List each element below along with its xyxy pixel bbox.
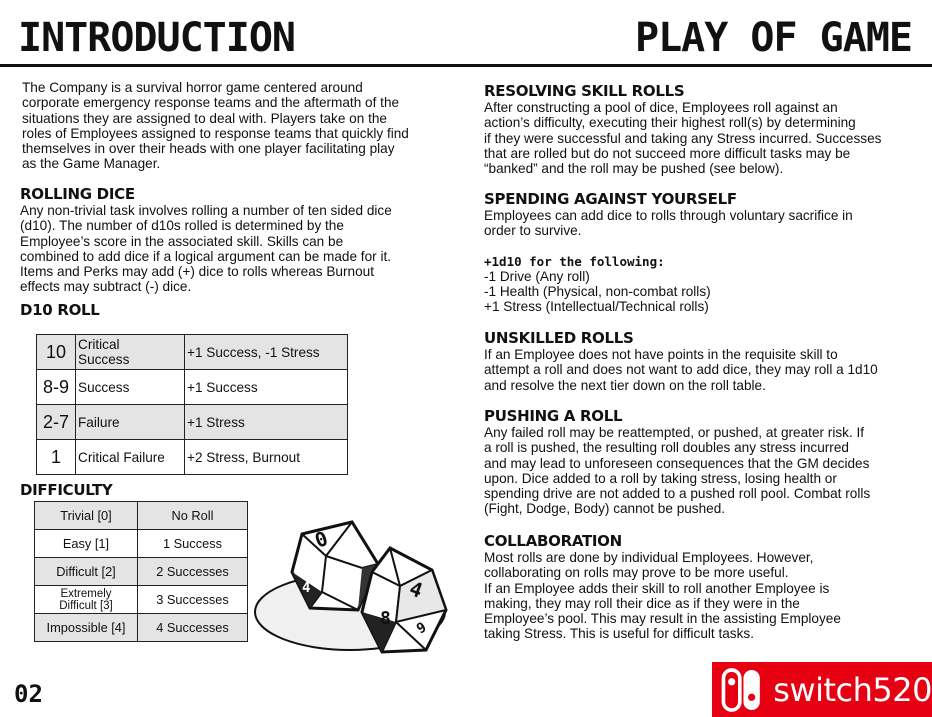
d10-roll-table — [36, 334, 348, 475]
roll-result: Critical Success — [76, 335, 185, 370]
resolving-paragraph: After constructing a pool of dice, Employees roll against an action’s difficulty, executing their highest roll(s) by determining if they were successful and taking any Stress incurred. Successes that are rolled but do not succeed more difficult tasks may be “banked” and the roll may be pushed (see below). — [484, 100, 882, 177]
difficulty-requirement: No Roll — [138, 502, 248, 530]
rolling-dice-paragraph: Any non-trivial task involves rolling a number of ten sided dice (d10). The number of d10s rolled is determined by the Employee’s score in the associated skill. Skills can be combined to add dice if a logical argument can be made for it. Items and Perks may add (+) dice to rolls whereas Burnout effects may subtract (-) dice. — [20, 203, 392, 295]
d10-roll-heading: D10 ROLL — [20, 301, 100, 319]
resolving-heading: RESOLVING SKILL ROLLS — [484, 82, 685, 100]
roll-effect: +1 Stress — [185, 405, 348, 440]
watermark-text: switch520 — [773, 670, 932, 709]
table-row — [37, 405, 348, 440]
die-face-label: 0 — [311, 526, 332, 553]
dice-illustration — [250, 512, 462, 662]
roll-value: 1 — [37, 440, 76, 475]
collaboration-heading: COLLABORATION — [484, 532, 622, 550]
spending-item: -1 Health (Physical, non-combat rolls) — [484, 284, 711, 299]
difficulty-level: Easy [1] — [35, 530, 138, 558]
roll-effect: +2 Stress, Burnout — [185, 440, 348, 475]
difficulty-requirement: 3 Successes — [138, 586, 248, 614]
roll-value: 8-9 — [37, 370, 76, 405]
die-face-label: 4 — [406, 576, 426, 603]
difficulty-level: Trivial [0] — [35, 502, 138, 530]
watermark-logo — [712, 662, 932, 717]
spending-heading: SPENDING AGAINST YOURSELF — [484, 190, 737, 208]
spending-item: +1 Stress (Intellectual/Technical rolls) — [484, 299, 709, 314]
difficulty-requirement: 4 Successes — [138, 614, 248, 642]
die-face-label: 9 — [414, 619, 430, 638]
die-face-label: 4 — [302, 580, 311, 596]
rolling-dice-heading: ROLLING DICE — [20, 185, 135, 203]
difficulty-level: Extremely Difficult [3] — [35, 586, 138, 614]
pushing-paragraph: Any failed roll may be reattempted, or pushed, at greater risk. If a roll is pushed, the resulting roll doubles any stress incurred and may lead to unforeseen consequences that the GM decides upon. Dice added to a roll by taking stress, losing health or spending drive are not added to a pushed roll pool. Combat rolls (Fight, Dodge, Body) cannot be pushed. — [484, 425, 871, 517]
difficulty-heading: DIFFICULTY — [20, 481, 113, 499]
spending-item: -1 Drive (Any roll) — [484, 269, 590, 284]
difficulty-table — [34, 501, 248, 642]
table-row — [35, 558, 248, 586]
table-row — [35, 614, 248, 642]
table-row — [35, 502, 248, 530]
pushing-heading: PUSHING A ROLL — [484, 407, 623, 425]
table-row — [37, 440, 348, 475]
intro-paragraph: The Company is a survival horror game centered around corporate emergency response teams and the aftermath of the situations they are assigned to deal with. Players take on the roles of Employees assigned to response teams that quickly find themselves in over their heads with one player facilitating play as the Game Manager. — [22, 80, 409, 172]
unskilled-heading: UNSKILLED ROLLS — [484, 329, 634, 347]
unskilled-paragraph: If an Employee does not have points in the requisite skill to attempt a roll and does not want to add dice, they may roll a 1d10 and resolve the next tier down on the roll table. — [484, 347, 878, 393]
play-of-game-title: PLAY OF GAME — [635, 15, 912, 61]
switch-console-icon — [718, 665, 765, 715]
difficulty-requirement: 1 Success — [138, 530, 248, 558]
intro-title: INTRODUCTION — [18, 15, 295, 61]
table-row — [37, 335, 348, 370]
roll-result: Success — [76, 370, 185, 405]
difficulty-requirement: 2 Successes — [138, 558, 248, 586]
table-row — [35, 586, 248, 614]
roll-result: Failure — [76, 405, 185, 440]
page-number: 02 — [14, 680, 43, 708]
roll-effect: +1 Success — [185, 370, 348, 405]
table-row — [37, 370, 348, 405]
die-face-label: 8 — [380, 608, 391, 629]
roll-value: 10 — [37, 335, 76, 370]
collaboration-paragraph: Most rolls are done by individual Employees. However, collaborating on rolls may prove to be more useful. If an Employee adds their skill to roll another Employee is making, they may roll their dice as if they were in the Employee’s pool. This may result in the assisting Employee taking Stress. This is useful for difficult tasks. — [484, 550, 841, 642]
roll-value: 2-7 — [37, 405, 76, 440]
spending-subheading: +1d10 for the following: — [484, 254, 665, 269]
roll-effect: +1 Success, -1 Stress — [185, 335, 348, 370]
header-divider — [0, 64, 932, 67]
table-row — [35, 530, 248, 558]
difficulty-level: Impossible [4] — [35, 614, 138, 642]
roll-result: Critical Failure — [76, 440, 185, 475]
difficulty-level: Difficult [2] — [35, 558, 138, 586]
spending-paragraph: Employees can add dice to rolls through voluntary sacrifice in order to survive. — [484, 208, 853, 239]
